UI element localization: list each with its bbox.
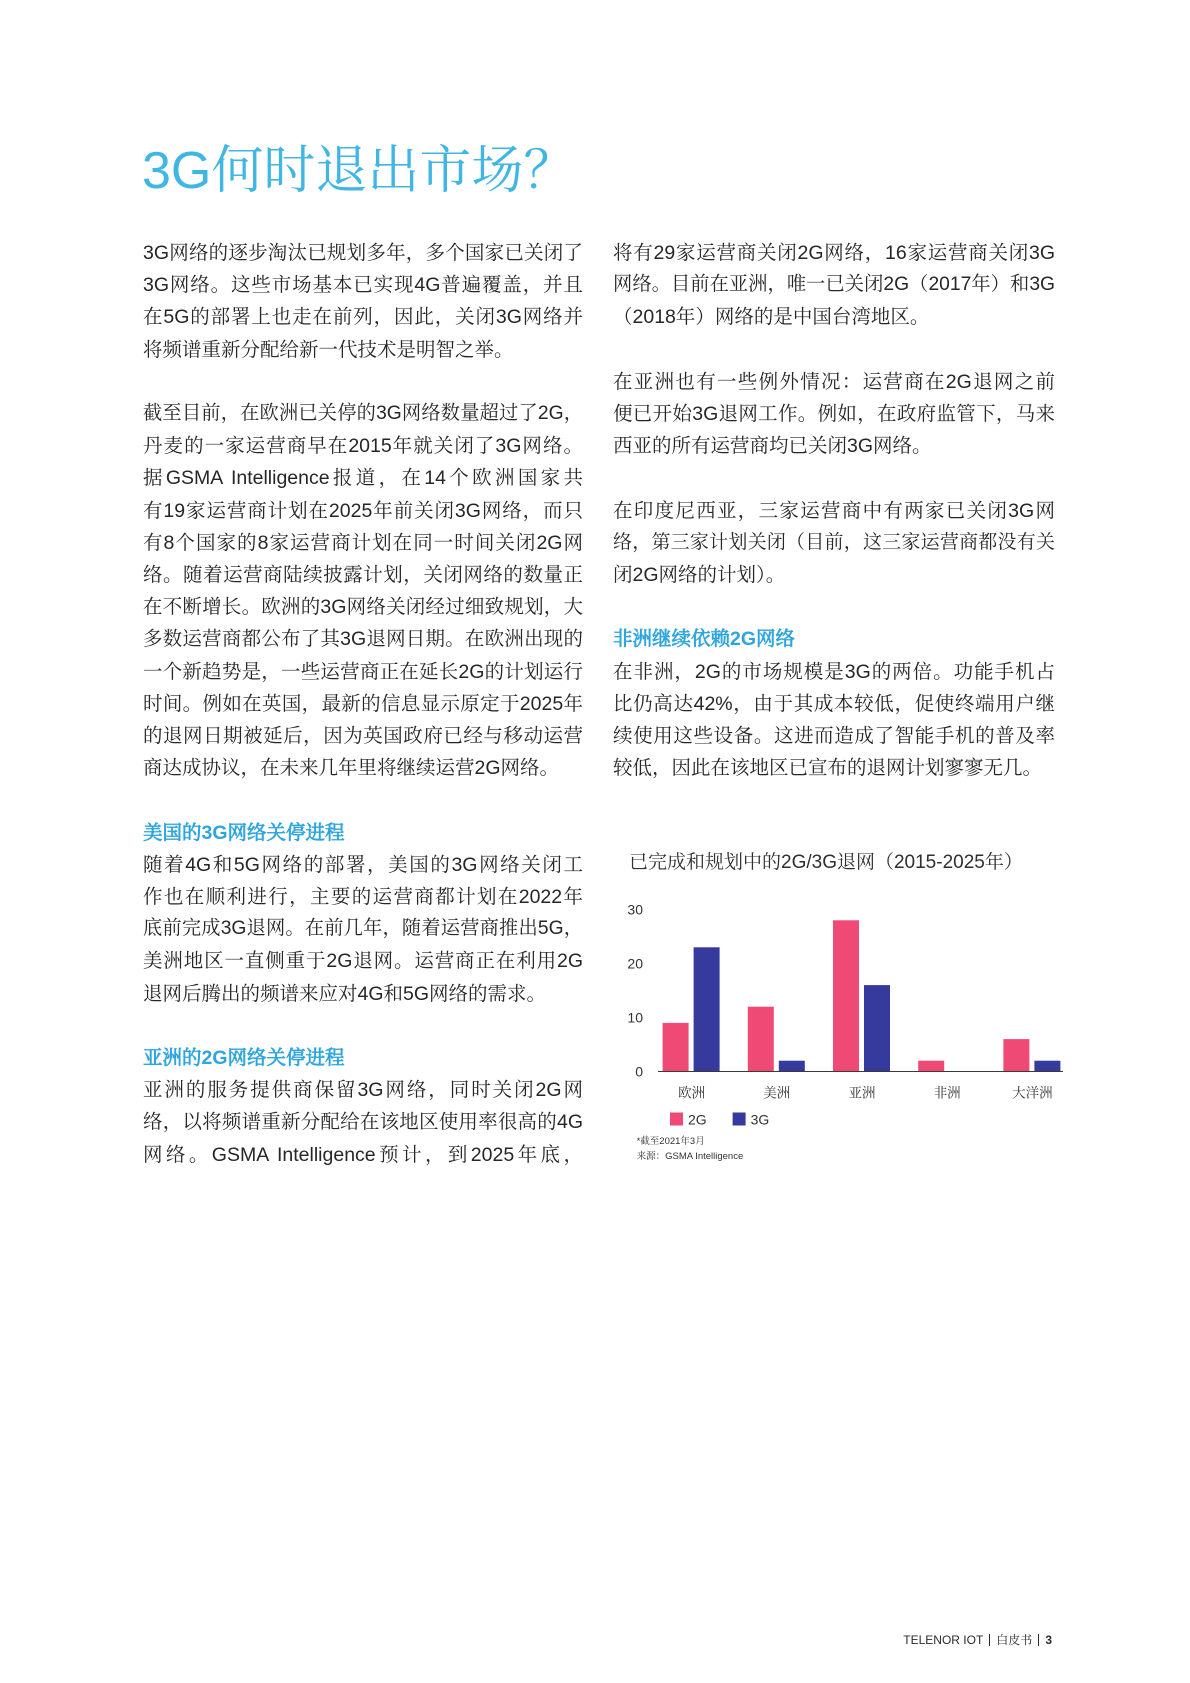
footer-doc-type: 白皮书 [996,1633,1033,1647]
body-text-line: 美洲地区一直侧重于2G退网。运营商正在利用2G [143,950,583,973]
y-tick-label: 10 [627,1009,643,1026]
body-text-line: 络，以将频谱重新分配给在该地区使用率很高的4G [143,1111,583,1134]
right-column [613,237,1055,817]
body-text-line: 将频谱重新分配给新一代技术是明智之举。 [143,338,514,361]
page-number: 3 [1045,1633,1052,1647]
body-text-line: 随着4G和5G网络的部署，美国的3G网络关闭工 [143,853,583,876]
y-tick-label: 30 [627,901,643,918]
bar-chart [600,880,1080,1180]
left-column [143,237,583,1203]
paragraph-asia-continued [613,237,1055,334]
x-category-label: 大洋洲 [1012,1085,1053,1101]
bar-3g-europe [694,947,720,1071]
body-text-line: 有19家运营商计划在2025年前关闭3G网络，而只 [143,499,583,522]
paragraph-indonesia [613,495,1055,592]
body-text-line: 亚洲的服务提供商保留3G网络，同时关闭2G网 [143,1079,583,1102]
body-text-line: 在5G的部署上也走在前列，因此，关闭3G网络并 [143,306,583,329]
body-text-line: 一个新趋势是，一些运营商正在延长2G的计划运行 [143,660,583,683]
body-text-line: 络，第三家计划关闭（目前，这三家运营商都没有关 [613,531,1055,553]
x-category-label: 亚洲 [848,1085,876,1101]
section-heading-asia: 亚洲的2G网络关停进程 [143,1047,345,1070]
legend-swatch-3g [733,1113,746,1126]
body-text-line: 网络。GSMA Intelligence预计，到2025年底， [143,1143,583,1166]
bar-2g-africa [918,1061,944,1072]
body-text-line: 比仍高达42%，由于其成本较低，促使终端用户继 [613,692,1055,715]
bar-2g-americas [748,1007,774,1072]
body-text-line: 在非洲，2G的市场规模是3G的两倍。功能手机占 [613,660,1055,683]
x-category-label: 欧洲 [678,1085,706,1101]
legend-swatch-2g [670,1113,683,1126]
body-text-line: 络。随着运营商陆续披露计划，关闭网络的数量正 [143,564,583,587]
body-text-line: 在亚洲也有一些例外情况：运营商在2G退网之前 [613,370,1055,393]
body-text-line: 网络。目前在亚洲，唯一已关闭2G（2017年）和3G [613,274,1055,296]
paragraph-exceptions [613,366,1055,463]
body-text-line: 将有29家运营商关闭2G网络，16家运营商关闭3G [613,242,1055,264]
body-text-line: 作也在顺利进行，主要的运营商都计划在2022年 [143,886,583,909]
body-text-line: （2018年）网络的是中国台湾地区。 [613,306,930,329]
body-text-line: 据GSMA Intelligence报道，在14个欧洲国家共 [143,467,583,490]
section-us [143,817,583,1010]
bar-2g-asia [833,920,859,1071]
body-text-line: 在印度尼西亚，三家运营商中有两家已关闭3G网 [613,499,1055,522]
bar-2g-oceania [1003,1039,1029,1071]
body-text-line: 有8个国家的8家运营商计划在同一时间关闭2G网 [143,531,583,554]
footer-brand: TELENOR IOT [903,1633,984,1647]
body-text-line: 3G网络。这些市场基本已实现4G普遍覆盖，并且 [143,274,583,297]
body-text-line: 的退网日期被延后，因为英国政府已经与移动运营 [143,725,583,748]
paragraph-intro [143,237,583,366]
bar-2g-europe [663,1023,689,1072]
body-text-line: 多数运营商都公布了其3G退网日期。在欧洲出现的 [143,628,583,651]
body-text-line: 便已开始3G退网工作。例如，在政府监管下，马来 [613,403,1055,425]
bar-3g-oceania [1034,1061,1060,1072]
body-text-line: 续使用这些设备。这进而造成了智能手机的普及率 [613,725,1055,747]
body-text-line: 3G网络的逐步淘汰已规划多年，多个国家已关闭了 [143,242,583,264]
body-text-line: 在不断增长。欧洲的3G网络关闭经过细致规划，大 [143,596,583,619]
chart-footnote: *截至2021年3月 [636,1136,705,1147]
body-text-line: 丹麦的一家运营商早在2015年就关闭了3G网络。 [143,435,583,458]
body-text-line: 退网后腾出的频谱来应对4G和5G网络的需求。 [143,982,547,1005]
body-text-line: 西亚的所有运营商均已关闭3G网络。 [613,435,932,458]
x-category-label: 非洲 [933,1085,961,1101]
body-text-line: 商达成协议，在未来几年里将继续运营2G网络。 [143,757,560,780]
section-africa [613,623,1055,784]
chart-title: 已完成和规划中的2G/3G退网（2015-2025年） [629,852,1023,873]
y-tick-label: 20 [627,955,643,972]
legend-label: 3G [750,1111,770,1128]
page-title: 3G何时退出市场？ [142,142,576,200]
body-text-line: 闭2G网络的计划）。 [613,564,786,586]
body-text-line: 截至目前，在欧洲已关停的3G网络数量超过了2G， [143,403,583,424]
paragraph-europe [143,398,583,784]
y-tick-label: 0 [635,1063,643,1080]
page-footer [903,1632,1052,1648]
body-text-line: 底前完成3G退网。在前几年，随着运营商推出5G， [143,918,583,940]
body-text-line: 较低，因此在该地区已宣布的退网计划寥寥无几。 [613,757,1043,780]
footer-divider [1038,1634,1039,1646]
bar-3g-americas [779,1061,805,1072]
x-category-label: 美洲 [763,1085,791,1101]
body-text-line: 时间。例如在英国，最新的信息显示原定于2025年 [143,692,583,715]
footer-divider [989,1634,990,1646]
section-heading-us: 美国的3G网络关停进程 [143,821,345,844]
bar-3g-asia [864,985,890,1071]
legend-label: 2G [688,1111,707,1128]
chart-footnote: 来源：GSMA Intelligence [636,1151,744,1163]
section-asia [143,1042,583,1171]
section-heading-africa: 非洲继续依赖2G网络 [613,628,796,651]
